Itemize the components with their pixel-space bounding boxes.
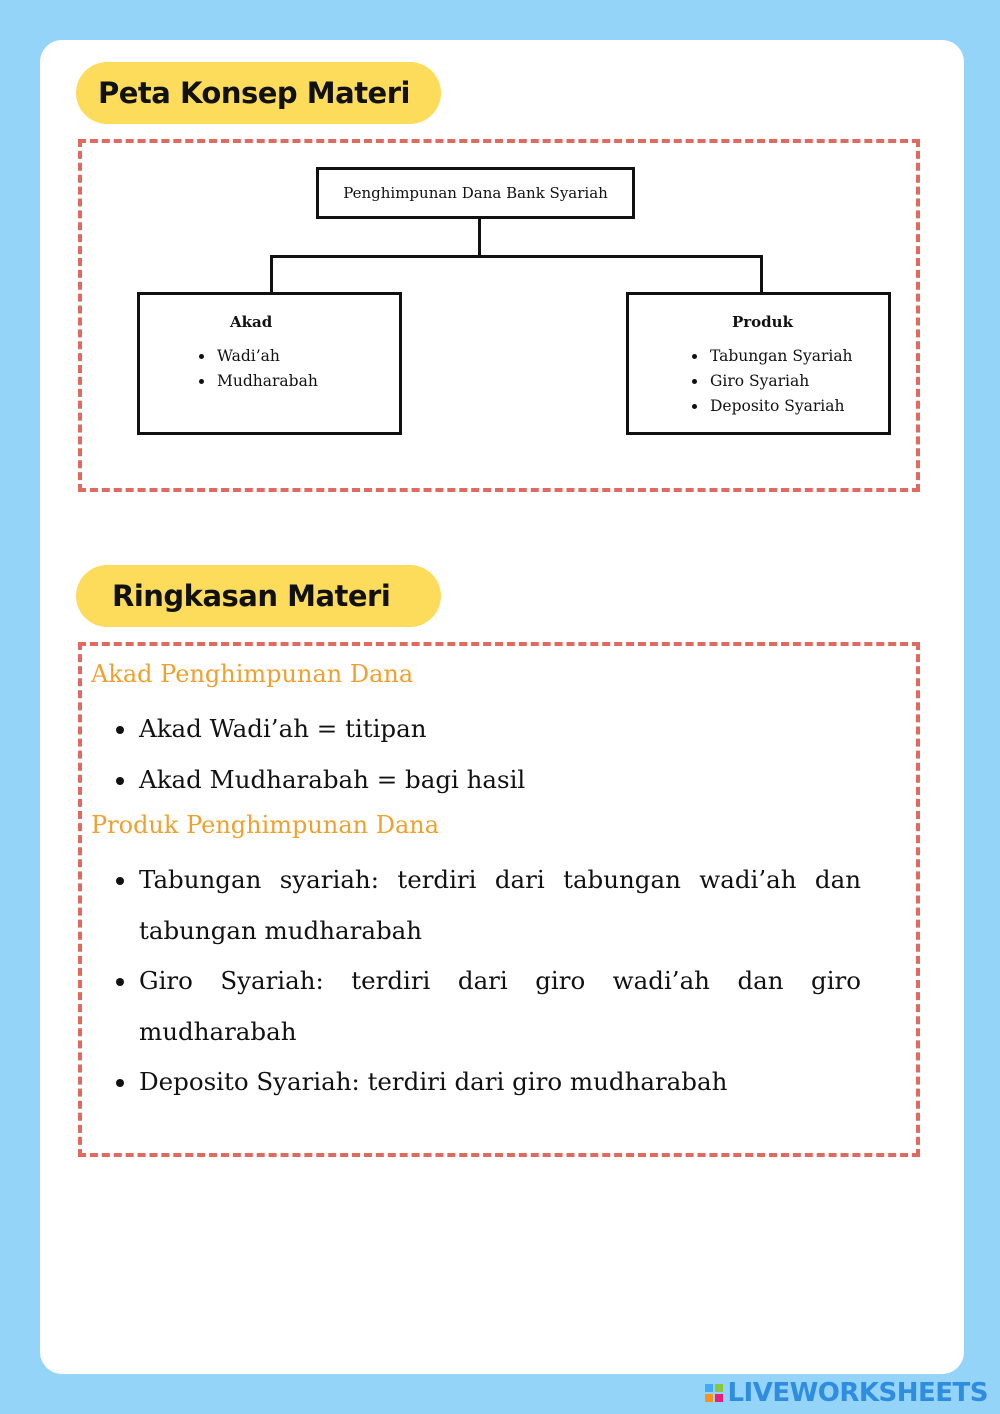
- list-item: • Akad Wadi’ah = titipan: [138, 704, 861, 755]
- list-item: • Giro Syariah: terdiri dari giro wadi’ah dan giro mudharabah: [138, 956, 861, 1057]
- connector-horizontal: [270, 255, 763, 258]
- liveworksheets-logo-icon: [705, 1384, 723, 1402]
- concept-node-akad: [137, 292, 402, 435]
- akad-summary-list: [91, 704, 861, 805]
- list-item: • Deposito Syariah: terdiri dari giro mudharabah: [138, 1057, 861, 1108]
- akad-node-title: Akad: [230, 313, 273, 331]
- connector-right-down: [760, 255, 763, 293]
- concept-root-label: Penghimpunan Dana Bank Syariah: [343, 184, 608, 202]
- concept-node-produk: [626, 292, 891, 435]
- brand-name: LIVEWORKSHEETS: [727, 1378, 988, 1408]
- list-item: • Tabungan syariah: terdiri dari tabungan wadi’ah dan tabungan mudharabah: [138, 855, 861, 956]
- list-item: • Giro Syariah: [708, 369, 853, 394]
- liveworksheets-brand[interactable]: [705, 1378, 988, 1408]
- list-item: • Tabungan Syariah: [708, 344, 853, 369]
- summary-title: Ringkasan Materi: [76, 565, 441, 627]
- list-item: • Deposito Syariah: [708, 394, 853, 419]
- produk-summary-list: [91, 855, 861, 1108]
- concept-root-node: [316, 167, 635, 219]
- list-item: • Akad Mudharabah = bagi hasil: [138, 755, 861, 806]
- section-heading-produk: Produk Penghimpunan Dana: [91, 811, 440, 839]
- connector-left-down: [270, 255, 273, 293]
- produk-node-list: [690, 344, 853, 419]
- akad-node-list: [197, 344, 318, 394]
- connector-root-down: [478, 219, 481, 257]
- concept-map-title: Peta Konsep Materi: [76, 62, 441, 124]
- list-item: • Mudharabah: [215, 369, 318, 394]
- summary-content: [91, 654, 861, 1108]
- section-heading-akad: Akad Penghimpunan Dana: [91, 660, 414, 688]
- list-item: • Wadi’ah: [215, 344, 318, 369]
- produk-node-title: Produk: [732, 313, 793, 331]
